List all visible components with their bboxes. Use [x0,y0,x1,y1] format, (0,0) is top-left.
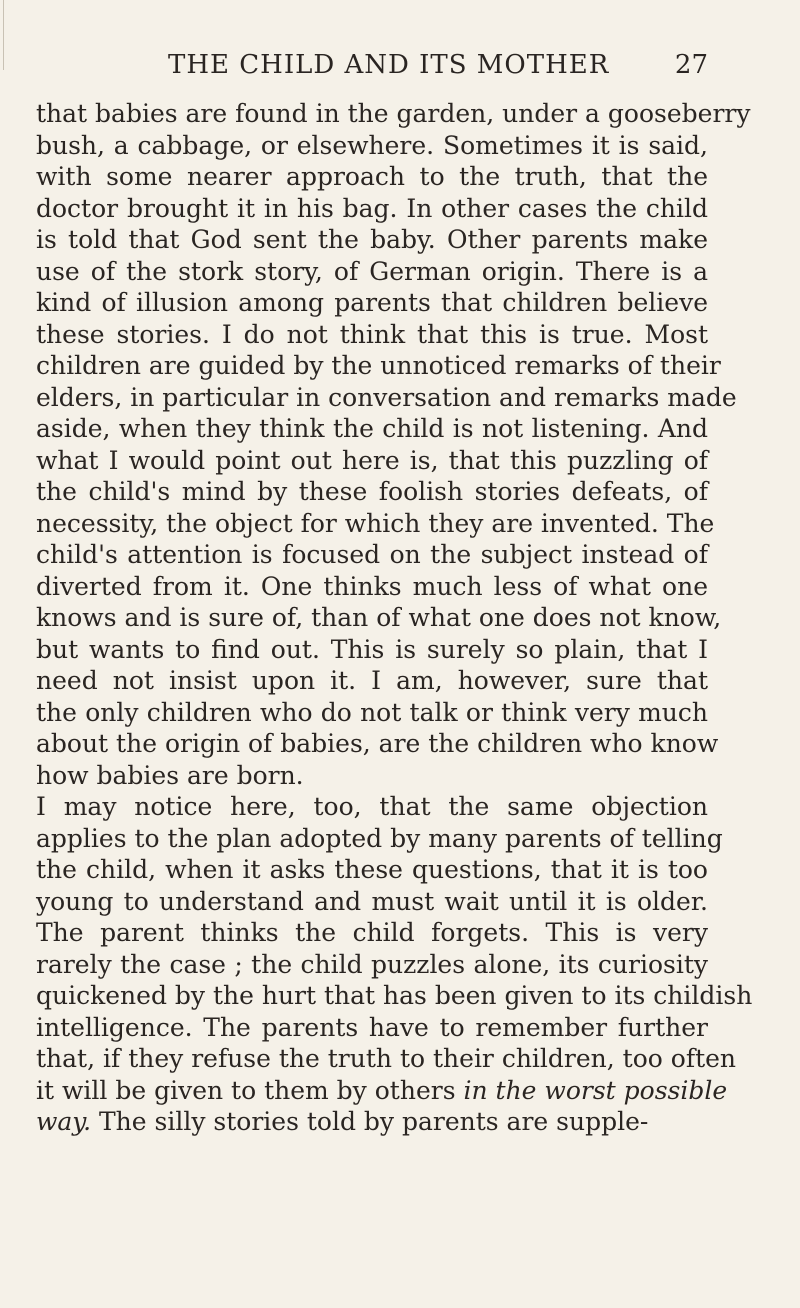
text-line: The parent thinks the child forgets. This is very [36,918,708,947]
text-line: diverted from it. One thinks much less of what one [36,571,708,601]
text-line: kind of illusion among parents that children believe [36,288,708,317]
text-line: but wants to find out. This is surely so plain, that I [36,634,708,664]
text-line: what I would point out here is, that this puzzling of [36,445,708,475]
page-number: 27 [674,50,708,80]
text-line: need not insist upon it. I am, however, sure that [36,666,708,695]
text-line: that babies are found in the garden, under a gooseberry [36,99,751,128]
text-line: young to understand and must wait until it is older. [36,886,708,916]
text-line: the child's mind by these foolish stories defeats, of [36,477,708,506]
text-line: bush, a cabbage, or elsewhere. Sometimes it is said, [36,130,708,160]
text-line [36,1106,708,1138]
text-line: necessity, the object for which they are invented. The [36,508,715,538]
text-line: intelligence. The parents have to remember further [36,1012,708,1042]
text-line: rarely the case ; the child puzzles alone, its curiosity [36,949,708,979]
text-line: the only children who do not talk or think very much [36,697,708,727]
text-line: quickened by the hurt that has been given to its childish [36,981,753,1010]
text-line: with some nearer approach to the truth, that the [36,162,708,191]
text-line [36,1075,728,1107]
text-line: how babies are born. [36,760,304,790]
text-line: doctor brought it in his bag. In other cases the child [36,193,708,223]
text-line: that, if they refuse the truth to their children, too often [36,1044,737,1073]
text-line: elders, in particular in conversation and remarks made [36,382,737,412]
text-line: about the origin of babies, are the children who know [36,729,719,758]
text-line: these stories. I do not think that this is true. Most [36,319,708,349]
running-head [168,50,708,90]
text-line: child's attention is focused on the subject instead of [36,540,708,569]
text-line: I may notice here, too, that the same objection [36,792,708,821]
running-title: THE CHILD AND ITS MOTHER [168,50,610,80]
text-line: aside, when they think the child is not listening. And [36,414,708,443]
text-run: The silly stories told by parents are supple- [91,1107,649,1136]
text-line: knows and is sure of, than of what one does not know, [36,603,722,632]
page-gutter-shadow [3,0,4,70]
italic-text: way. [36,1107,92,1136]
italic-text: in the worst possible [463,1075,728,1105]
text-line: use of the stork story, of German origin. There is a [36,256,708,286]
body-text [36,98,753,1138]
text-line: children are guided by the unnoticed remarks of their [36,351,721,380]
text-line: applies to the plan adopted by many parents of telling [36,823,723,853]
text-line: is told that God sent the baby. Other parents make [36,225,708,254]
text-run: it will be given to them by others [36,1075,456,1105]
text-line: the child, when it asks these questions, that it is too [36,855,708,884]
